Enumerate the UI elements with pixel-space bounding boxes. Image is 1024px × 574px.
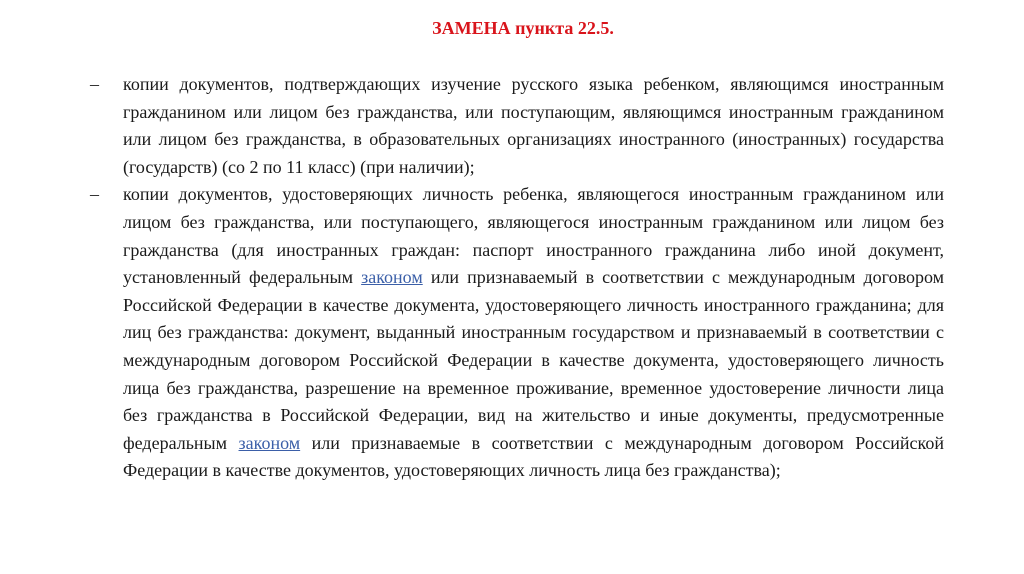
law-link[interactable]: законом: [361, 267, 423, 288]
dash-bullet: –: [90, 74, 99, 94]
list-item: [90, 181, 944, 485]
page-title: ЗАМЕНА пункта 22.5.: [432, 18, 614, 38]
list-item-text-part: или признаваемые в соответствии с международным договором Российской Федерации в качестве документов, удостоверяющих личность лица без гражданства);: [123, 432, 944, 481]
list-item-text: копии документов, подтверждающих изучение русского языка ребенком, являющимся иностранным гражданином или лицом без гражданства, или поступающим, являющимся иностранным гражданином или лицом без гражданства, в образовательных организациях иностранного (иностранных) государства (государств) (со 2 по 11 класс) (при наличии);: [123, 74, 944, 177]
document-list: [90, 71, 944, 485]
dash-bullet: –: [90, 184, 99, 205]
law-link[interactable]: законом: [238, 432, 301, 453]
list-item: [90, 71, 944, 181]
list-item-text-part: копии документов, удостоверяющих личность ребенка, являющегося иностранным гражданином или лицом без гражданства, или поступающего, являющегося иностранным гражданином или лицом без гражданства (для иностранных граждан: паспорт иностранного гражданина либо иной документ, установленный федеральным: [123, 184, 944, 288]
list-item-text-part: или признаваемый в соответствии с международным договором Российской Федерации в качестве документа, удостоверяющего личность иностранного гражданина; для лиц без гражданства: документ, выданный иностранным государством и признаваемый в соответствии с международным договором Российской Федерации в качестве документа, удостоверяющего личность лица без гражданства, разрешение на временное проживание, временное удостоверение личности лица без гражданства в Российской Федерации, вид на жительство и иные документы, предусмотренные федеральным: [123, 267, 944, 453]
